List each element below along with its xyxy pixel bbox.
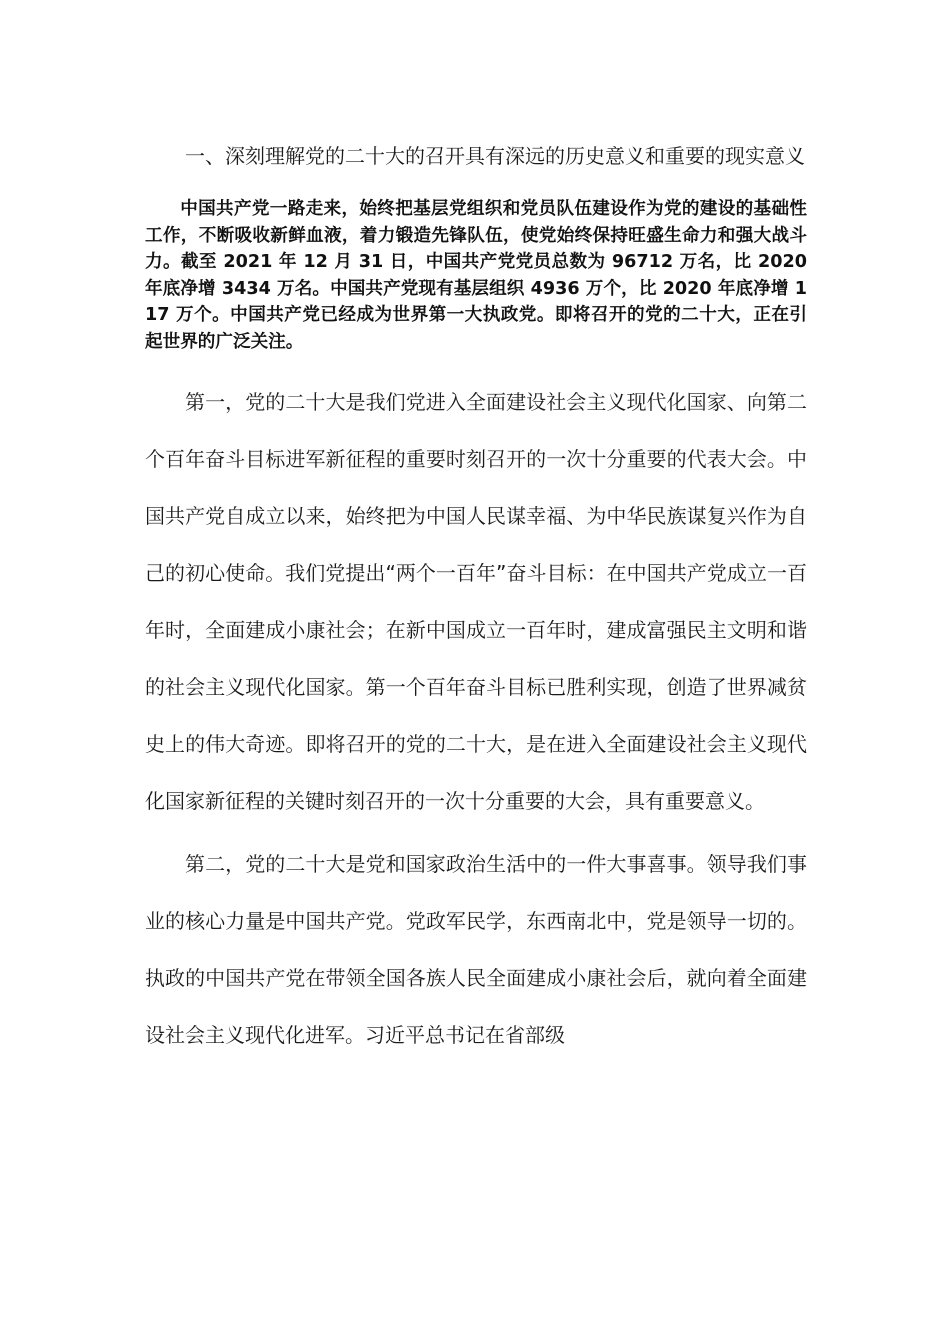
section-heading: 一、深刻理解党的二十大的召开具有深远的历史意义和重要的现实意义	[185, 144, 805, 168]
paragraph-membership-stats: 中国共产党一路走来，始终把基层党组织和党员队伍建设作为党的建设的基础性工作，不断吸收新鲜血液，着力锻造先锋队伍，使党始终保持旺盛生命力和强大战斗力。截至 2021 年 12 月 31 日，中国共产党党员总数为 96712 万名，比 2020 年底净增 3434 万名。中国共产党现有基层组织 4936 万个，比 2020 年底净增 117 万个。中国共产党已经成为世界第一大执政党。即将召开的党的二十大，正在引起世界的广泛关注。	[145, 199, 807, 352]
paragraph-first-point: 第一，党的二十大是我们党进入全面建设社会主义现代化国家、向第二个百年奋斗目标进军新征程的重要时刻召开的一次十分重要的代表大会。中国共产党自成立以来，始终把为中国人民谋幸福、为中华民族谋复兴作为自己的初心使命。我们党提出“两个一百年”奋斗目标：在中国共产党成立一百年时，全面建成小康社会；在新中国成立一百年时，建成富强民主文明和谐的社会主义现代化国家。第一个百年奋斗目标已胜利实现，创造了世界减贫史上的伟大奇迹。即将召开的党的二十大，是在进入全面建设社会主义现代化国家新征程的关键时刻召开的一次十分重要的大会，具有重要意义。	[145, 389, 807, 813]
paragraph-second-point: 第二，党的二十大是党和国家政治生活中的一件大事喜事。领导我们事业的核心力量是中国共产党。党政军民学，东西南北中，党是领导一切的。执政的中国共产党在带领全国各族人民全面建成小康社会后，就向着全面建设社会主义现代化进军。习近平总书记在省部级	[145, 851, 807, 1047]
document-page	[145, 110, 807, 1064]
